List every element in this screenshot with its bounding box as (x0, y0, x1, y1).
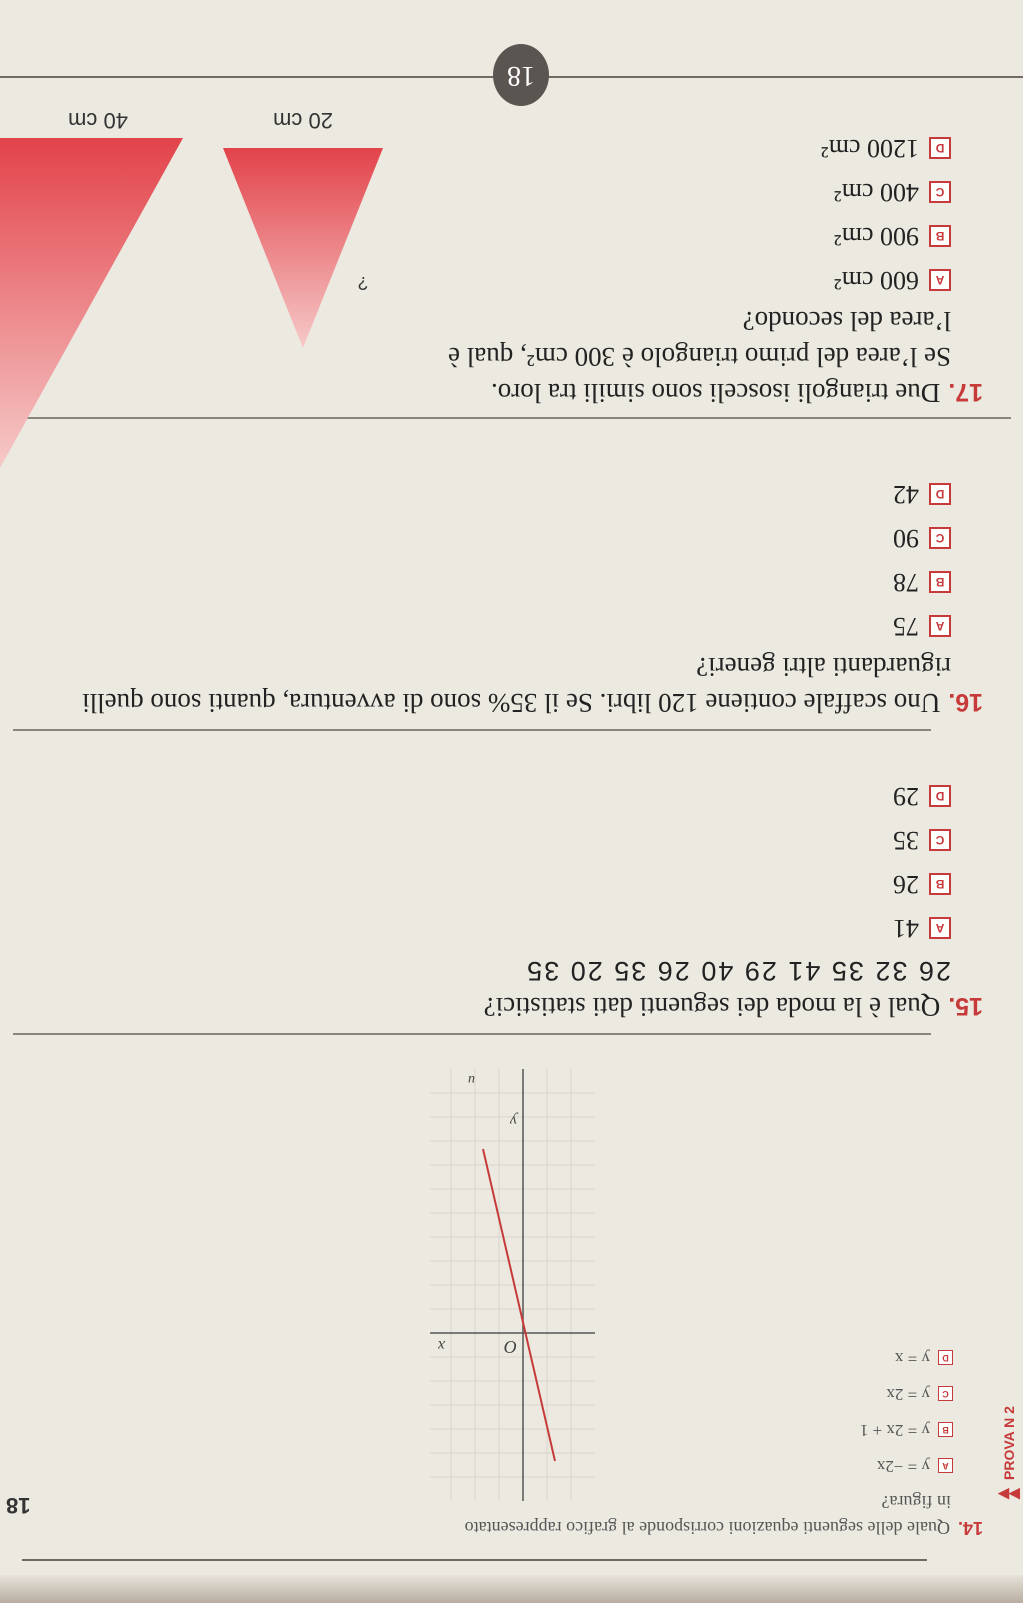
statistical-data: 26 32 35 41 29 40 26 35 20 35 (525, 956, 951, 986)
question-number: 15. (948, 992, 983, 1020)
triangle-question-mark: ? (357, 273, 368, 293)
large-triangle (0, 138, 183, 468)
option-b[interactable]: B 78 (893, 567, 951, 597)
x-axis-label: x (437, 1337, 445, 1354)
question-17 (423, 303, 983, 411)
option-a[interactable]: A 75 (893, 611, 951, 641)
option-b[interactable]: B 26 (893, 869, 951, 899)
question-text: Quale delle seguenti equazioni corrisponde al grafico rappresentato (464, 1518, 950, 1538)
question-text-cont: riguardanti altri generi? (696, 652, 951, 682)
question-number: 17. (948, 378, 983, 406)
separator-15-16 (13, 730, 931, 732)
small-triangle (223, 128, 383, 348)
graph-line (483, 1149, 555, 1461)
option-c[interactable]: C 400 cm² (834, 177, 951, 207)
q14-graph (430, 1069, 595, 1501)
small-triangle-label: 20 cm (273, 108, 333, 133)
option-d[interactable]: D 42 (893, 479, 951, 509)
page-top-edge (0, 1575, 1023, 1603)
question-number: 14. (957, 1518, 983, 1538)
header-rule (22, 1559, 927, 1561)
question-text: Uno scaffale contiene 120 libri. Se il 35% sono di avventura, quanti sono quelli (82, 688, 941, 718)
option-b[interactable]: B 900 cm² (834, 221, 951, 251)
option-d[interactable]: D y = x (895, 1348, 953, 1368)
y-axis-label: y (509, 1112, 517, 1129)
option-c[interactable]: C 35 (893, 825, 951, 855)
option-d[interactable]: D 29 (893, 781, 951, 811)
option-a[interactable]: A 600 cm² (834, 265, 951, 295)
side-tab-label: PROVA N 2 (1001, 1406, 1017, 1480)
option-a[interactable]: A y = −2x (877, 1456, 953, 1476)
option-d[interactable]: D 1200 cm² (821, 133, 951, 163)
play-icon: ▶▶ (998, 1487, 1020, 1503)
question-text: Due triangoli isosceli sono simili tra loro. (491, 378, 941, 408)
question-text-cont: Se l’area del primo triangolo è 300 cm², qual è l’area del secondo? (448, 306, 951, 372)
side-tab (999, 1333, 1019, 1503)
option-b[interactable]: B y = 2x + 1 (860, 1420, 953, 1440)
question-text-cont: in figura? (881, 1492, 951, 1512)
option-c[interactable]: C y = 2x (886, 1384, 953, 1404)
origin-label: O (504, 1337, 517, 1357)
separator-14-15 (13, 1034, 931, 1036)
option-c[interactable]: C 90 (893, 523, 951, 553)
question-number: 16. (948, 688, 983, 716)
question-16 (13, 649, 983, 721)
question-15 (83, 989, 983, 1025)
question-14 (223, 1489, 983, 1541)
page-number-badge: 18 (493, 44, 549, 106)
question-text: Qual è la moda dei seguenti dati statistici? (483, 992, 941, 1022)
large-triangle-label: 40 cm (68, 108, 128, 133)
unit-label: u (468, 1072, 475, 1087)
option-a[interactable]: A 41 (893, 913, 951, 943)
graph-grid (430, 1069, 595, 1501)
header-page-number: 18 (6, 1493, 31, 1518)
